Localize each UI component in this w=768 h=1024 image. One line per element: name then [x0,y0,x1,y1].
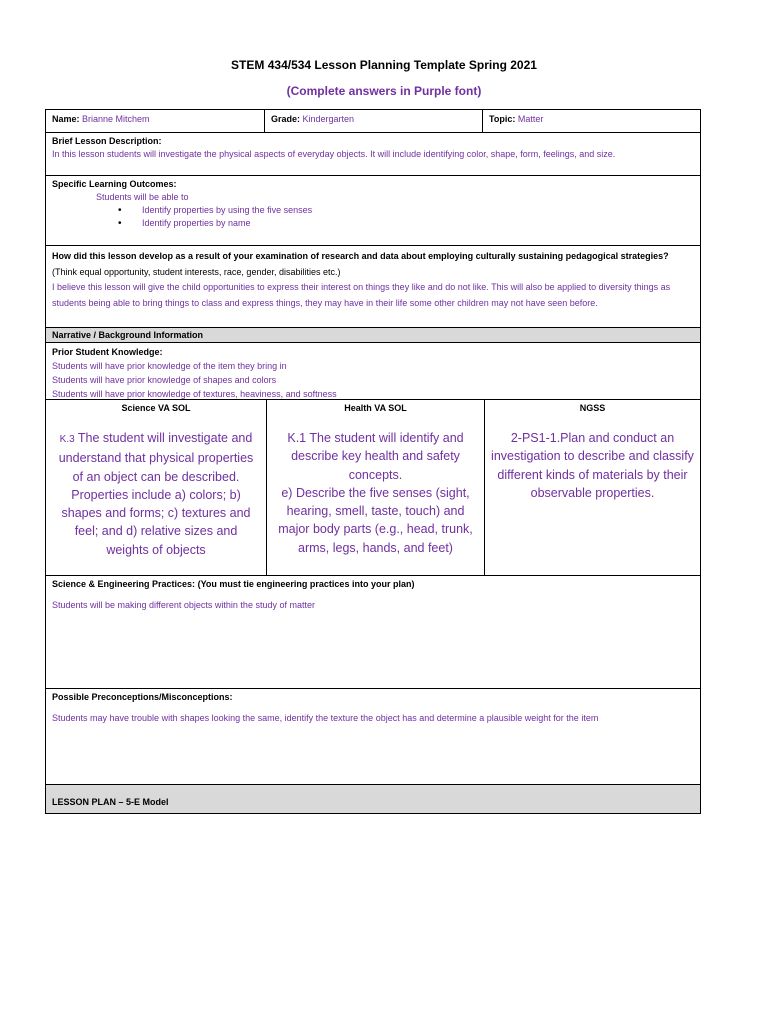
science-sol-text: The student will investigate and understand that physical properties of an object can be described. Properties include a) colors; b) shapes and forms; c) textures and feel; and d) relative sizes and weights of objects [58,431,254,557]
learning-outcomes-label: Specific Learning Outcomes: [52,179,177,189]
engineering-practices-answer: Students will be making different objects within the study of matter [52,600,315,610]
grade-value: Kindergarten [302,114,355,124]
learning-outcome-item: • Identify properties by name [142,217,694,230]
lesson-plan-table [45,109,701,814]
prior-knowledge-item: Students will have prior knowledge of the item they bring in [52,361,287,371]
name-cell [46,110,264,132]
narrative-heading: Narrative / Background Information [46,328,700,343]
science-sol-cell [46,400,266,575]
health-sol-text-2: e) Describe the five senses (sight, hearing, smell, taste, touch) and major body parts (e.g., head, trunk, arms, legs, hands, and feet) [278,485,473,555]
culturally-sustaining-answer: I believe this lesson will give the child opportunities to express their interest on things they like and do not like. This will also be applied to diversity things as students being able to bring things to class and express things, they may have in their life some other children may not have seen before. [52,282,671,308]
ngss-cell [484,400,700,575]
standards-row [46,400,700,576]
topic-cell [482,110,700,132]
misconceptions-answer: Students may have trouble with shapes looking the same, identify the texture the object has and determine a plausible weight for the item [52,713,599,723]
engineering-practices-section [46,576,700,689]
learning-outcomes-section [46,176,700,246]
misconceptions-section [46,689,700,785]
grade-cell [264,110,482,132]
name-label: Name: [52,114,80,124]
topic-value: Matter [517,114,544,124]
learning-outcomes-list [52,204,694,230]
culturally-sustaining-section [46,246,700,328]
brief-description-text: In this lesson students will investigate the physical aspects of everyday objects. It will include identifying color, shape, form, feelings, and size. [52,149,616,159]
learning-outcome-item: • Identify properties by using the five senses [142,204,694,217]
misconceptions-label: Possible Preconceptions/Misconceptions: [52,692,233,702]
header-row [46,110,700,133]
health-sol-heading: Health VA SOL [344,403,407,413]
brief-description-section [46,133,700,176]
prior-knowledge-label: Prior Student Knowledge: [52,347,163,357]
lesson-plan-heading: LESSON PLAN – 5-E Model [46,785,700,813]
prior-knowledge-section [46,343,700,400]
name-value: Brianne Mitchem [82,114,150,124]
health-sol-cell [266,400,484,575]
learning-outcomes-intro: Students will be able to [96,192,189,202]
brief-description-label: Brief Lesson Description: [52,136,162,146]
topic-label: Topic: [489,114,516,124]
culturally-sustaining-question: How did this lesson develop as a result of your examination of research and data about employing culturally sustaining pedagogical strategies? [52,251,669,261]
science-sol-code: K.3 [59,434,75,445]
grade-label: Grade: [271,114,301,124]
prior-knowledge-item: Students will have prior knowledge of shapes and colors [52,375,277,385]
science-sol-heading: Science VA SOL [121,403,191,413]
ngss-text: 2-PS1-1.Plan and conduct an investigation to describe and classify different kinds of materials by their observable properties. [491,431,694,500]
engineering-practices-hint: (You must tie engineering practices into your plan) [197,579,415,589]
health-sol-text-1: K.1 The student will identify and describe key health and safety concepts. [287,431,464,482]
ngss-heading: NGSS [579,403,606,413]
document-subtitle: (Complete answers in Purple font) [286,84,482,98]
prior-knowledge-item: Students will have prior knowledge of textures, heaviness, and softness [52,389,337,399]
engineering-practices-label: Science & Engineering Practices: [52,579,196,589]
culturally-sustaining-hint: (Think equal opportunity, student interests, race, gender, disabilities etc.) [52,266,341,277]
document-title: STEM 434/534 Lesson Planning Template Spring 2021 [231,58,537,72]
